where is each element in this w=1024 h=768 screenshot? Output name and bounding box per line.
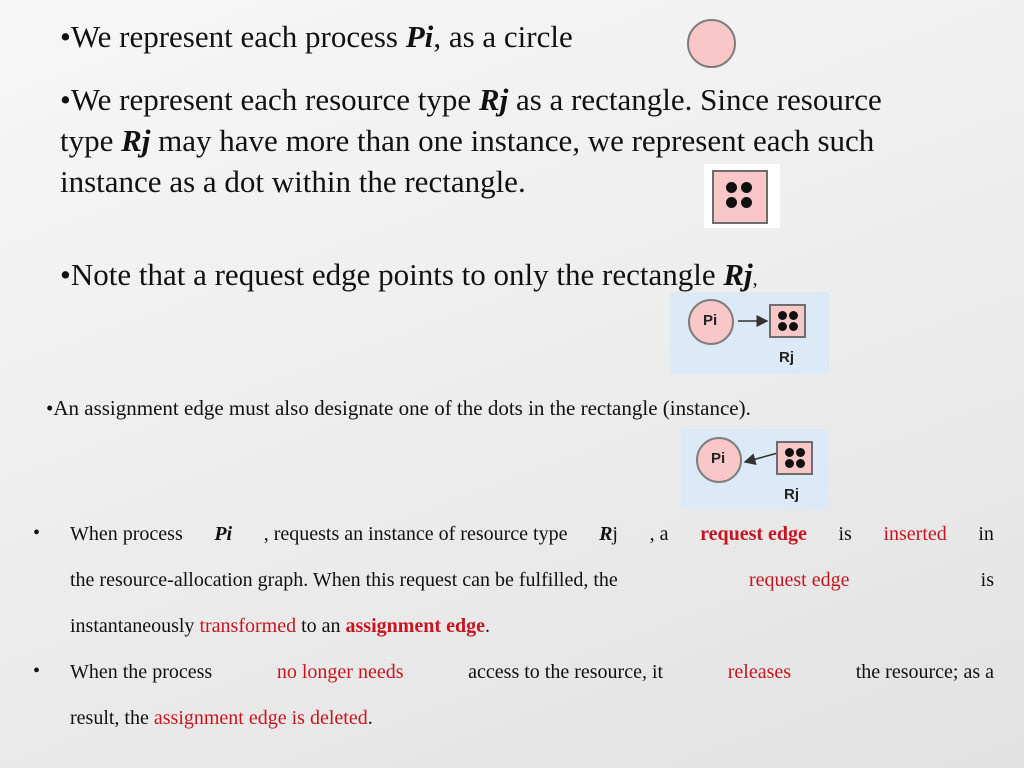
instance-dot-icon [785, 459, 794, 468]
resource-node [776, 441, 813, 475]
text: the resource-allocation graph. When this request can be fulfilled, the [70, 569, 618, 591]
list-line [70, 557, 994, 603]
resource-node-label: Rj [779, 349, 794, 366]
text: access to the resource, it [468, 661, 664, 683]
list-item-release [70, 660, 994, 741]
resource-symbol: Rj [723, 257, 753, 292]
process-node-label: Pi [711, 450, 726, 467]
bullet-line [60, 79, 882, 120]
text: the resource; as a [855, 661, 994, 683]
text: •We represent each process [60, 19, 406, 54]
list-line [70, 695, 994, 741]
resource-symbol: R [599, 523, 613, 545]
list-line [70, 649, 994, 695]
instance-dot-icon [741, 197, 752, 208]
text: •We represent each resource type [60, 82, 479, 117]
text: , requests an instance of resource type [263, 523, 568, 545]
instance-dot-icon [726, 197, 737, 208]
bullet-process-circle [60, 16, 573, 57]
text: , [752, 268, 758, 290]
bullet-assignment-edge [46, 396, 751, 421]
text: in [978, 523, 994, 545]
text: type [60, 123, 122, 158]
resource-symbol: Rj [478, 82, 509, 117]
assignment-edge-term: assignment edge [345, 615, 485, 637]
instance-dot-icon [778, 311, 787, 320]
text: , as a circle [433, 19, 573, 54]
assignment-edge-deleted-term: assignment edge is deleted [153, 707, 368, 729]
resource-node [769, 304, 806, 338]
inserted-term: inserted [883, 523, 947, 545]
process-symbol: Pi [214, 523, 233, 545]
text: j [612, 523, 618, 545]
text: •An assignment edge must also designate one of the dots in the rectangle (instance). [46, 396, 751, 420]
text: result, the [70, 707, 154, 729]
transformed-term: transformed [199, 615, 297, 637]
text: is [838, 523, 852, 545]
list-bullet: • [33, 522, 41, 544]
request-edge-diagram [670, 292, 829, 374]
text: to an [296, 615, 346, 637]
resource-rectangle-icon [712, 170, 768, 224]
text: . [484, 615, 490, 637]
text: instantaneously [70, 615, 200, 637]
instance-dot-icon [796, 459, 805, 468]
text: When the process [70, 661, 213, 683]
releases-term: releases [727, 661, 792, 683]
instance-dot-icon [789, 322, 798, 331]
process-symbol: Pi [405, 19, 434, 54]
list-line [70, 511, 994, 557]
text: is [980, 569, 994, 591]
resource-rectangle-figure [704, 164, 780, 228]
bullet-line [60, 120, 882, 161]
text: , a [649, 523, 669, 545]
request-edge-term: request edge [700, 523, 807, 545]
process-circle-icon [687, 19, 736, 68]
text: as a rectangle. Since resource [508, 82, 882, 117]
assignment-edge-diagram [681, 429, 828, 509]
text: . [367, 707, 373, 729]
no-longer-needs-term: no longer needs [276, 661, 404, 683]
instance-dot-icon [785, 448, 794, 457]
resource-node-label: Rj [784, 486, 799, 503]
list-item-request [70, 522, 994, 649]
text: When process [70, 523, 183, 545]
instance-dot-icon [726, 182, 737, 193]
instance-dot-icon [796, 448, 805, 457]
process-node-label: Pi [703, 312, 718, 329]
text: may have more than one instance, we represent each such [150, 123, 875, 158]
text: •Note that a request edge points to only the rectangle [60, 257, 724, 292]
instance-dot-icon [741, 182, 752, 193]
list-bullet: • [33, 660, 41, 682]
list-line [70, 603, 994, 649]
bullet-request-edge [60, 254, 758, 300]
resource-symbol: Rj [121, 123, 151, 158]
instance-dot-icon [778, 322, 787, 331]
instance-dot-icon [789, 311, 798, 320]
request-edge-term: request edge [748, 569, 850, 591]
text: instance as a dot within the rectangle. [60, 164, 526, 199]
